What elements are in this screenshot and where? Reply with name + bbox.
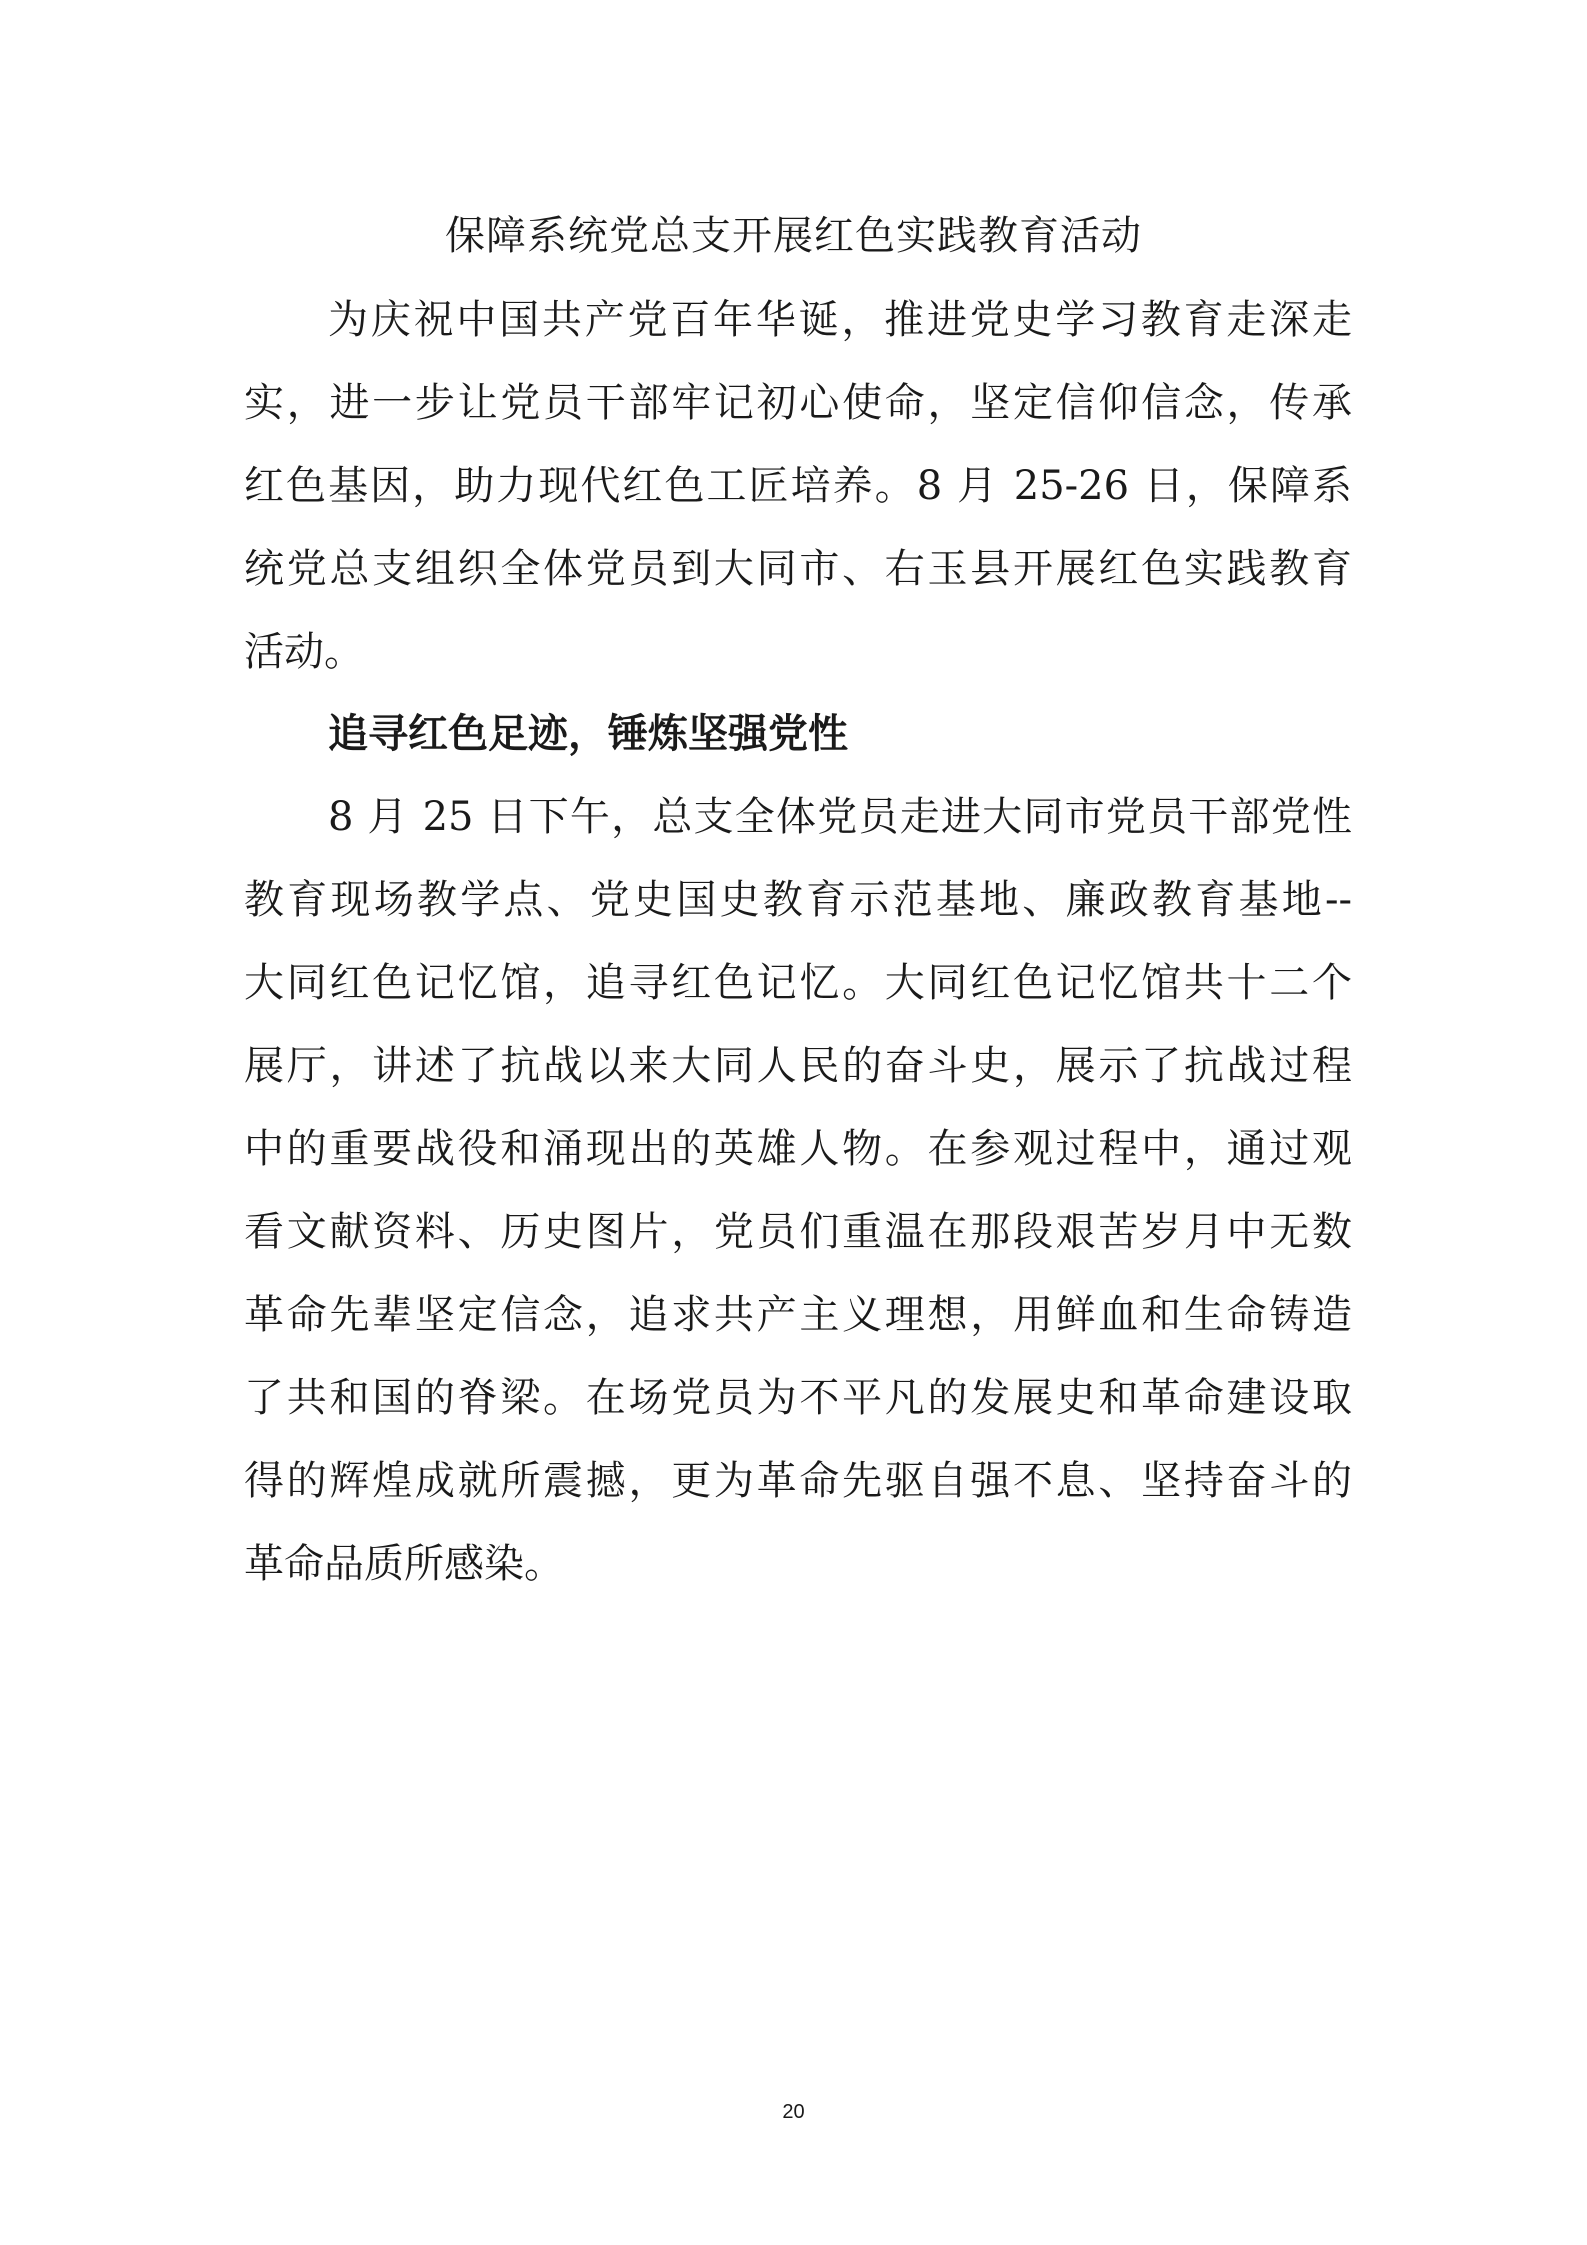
document-title: 保障系统党总支开展红色实践教育活动 [445, 213, 1142, 259]
paragraph-2-line-9: 得的辉煌成就所震撼，更为革命先驱自强不息、坚持奋斗的 [244, 1458, 1352, 1504]
paragraph-1-line-1: 为庆祝中国共产党百年华诞，推进党史学习教育走深走 [328, 297, 1352, 343]
paragraph-2-line-6: 看文献资料、历史图片，党员们重温在那段艰苦岁月中无数 [244, 1209, 1352, 1255]
paragraph-2-line-7: 革命先辈坚定信念，追求共产主义理想，用鲜血和生命铸造 [244, 1292, 1352, 1338]
paragraph-2-line-5: 中的重要战役和涌现出的英雄人物。在参观过程中，通过观 [244, 1126, 1352, 1172]
paragraph-2-line-1: 8 月 25 日下午，总支全体党员走进大同市党员干部党性 [328, 794, 1352, 840]
paragraph-1-line-5: 活动。 [244, 629, 364, 675]
paragraph-2-line-3: 大同红色记忆馆，追寻红色记忆。大同红色记忆馆共十二个 [244, 960, 1352, 1006]
paragraph-2-line-4: 展厅，讲述了抗战以来大同人民的奋斗史，展示了抗战过程 [244, 1043, 1352, 1089]
paragraph-1-line-2: 实，进一步让党员干部牢记初心使命，坚定信仰信念，传承 [244, 380, 1352, 426]
paragraph-2-line-10: 革命品质所感染。 [244, 1541, 564, 1587]
paragraph-1-line-3: 红色基因，助力现代红色工匠培养。8 月 25-26 日，保障系 [244, 463, 1352, 509]
page-number: 20 [782, 2101, 805, 2123]
paragraph-2-line-2: 教育现场教学点、党史国史教育示范基地、廉政教育基地-- [244, 877, 1352, 923]
paragraph-1-line-4: 统党总支组织全体党员到大同市、右玉县开展红色实践教育 [244, 546, 1352, 592]
section-subheading: 追寻红色足迹，锤炼坚强党性 [328, 710, 848, 757]
paragraph-2-line-8: 了共和国的脊梁。在场党员为不平凡的发展史和革命建设取 [244, 1375, 1352, 1421]
